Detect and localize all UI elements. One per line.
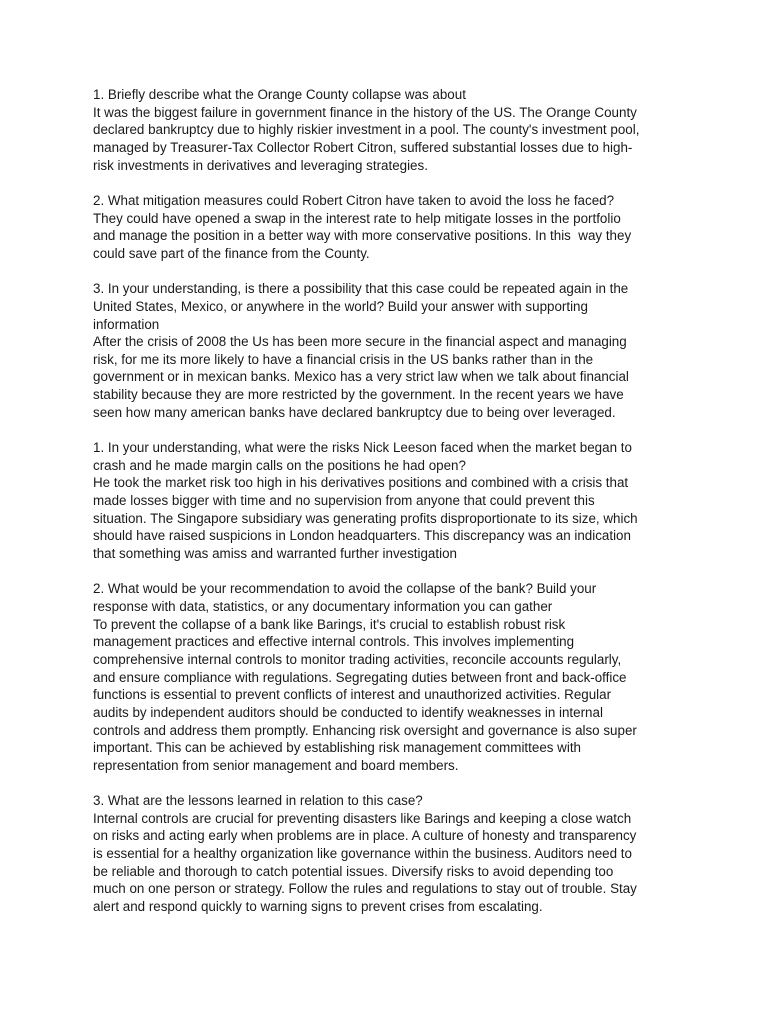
question-heading: 3. In your understanding, is there a possibility that this case could be repeated again in the (93, 281, 629, 297)
answer-line: that something was amiss and warranted further investigation (93, 546, 457, 562)
answer-line: important. This can be achieved by establishing risk management committees with (93, 740, 581, 756)
section-lessons-learned (93, 792, 693, 916)
answer-line: functions is essential to prevent conflicts of interest and unauthorized activities. Regular (93, 687, 612, 703)
answer-line: managed by Treasurer-Tax Collector Robert Citron, suffered substantial losses due to high- (93, 139, 633, 155)
question-heading: 1. In your understanding, what were the risks Nick Leeson faced when the market began to (93, 440, 632, 456)
answer-line: management practices and effective internal controls. This involves implementing (93, 634, 575, 650)
answer-line: stability because they are more restricted by the government. In the recent years we have (93, 387, 624, 403)
section-mitigation-measures (93, 192, 693, 263)
question-heading: crash and he made margin calls on the positions he had open? (93, 457, 466, 473)
answer-line: representation from senior management and board members. (93, 757, 459, 773)
answer-line: audits by independent auditors should be conducted to identify weaknesses in internal (93, 704, 603, 720)
answer-line: controls and address them promptly. Enhancing risk oversight and governance is also super (93, 722, 637, 738)
question-heading: 2. What would be your recommendation to avoid the collapse of the bank? Build your (93, 581, 597, 597)
section-nick-leeson-risks (93, 439, 693, 563)
answer-line: and manage the position in a better way with more conservative positions. In this way they (93, 228, 632, 244)
answer-line: on risks and acting early when problems are in place. A culture of honesty and transparency (93, 828, 637, 844)
answer-line: risk investments in derivatives and leveraging strategies. (93, 157, 428, 173)
answer-line: risk, for me its more likely to have a financial crisis in the US banks rather than in the (93, 351, 594, 367)
answer-line: seen how many american banks have declared bankruptcy due to being over leveraged. (93, 404, 616, 420)
answer-line: situation. The Singapore subsidiary was generating profits disproportionate to its size, which (93, 510, 638, 526)
section-bank-collapse-recommendation (93, 580, 693, 774)
answer-line: They could have opened a swap in the interest rate to help mitigate losses in the portfolio (93, 210, 621, 226)
question-heading: 1. Briefly describe what the Orange County collapse was about (93, 87, 466, 102)
answer-line: To prevent the collapse of a bank like Barings, it's crucial to establish robust risk (93, 616, 566, 632)
answer-line: is essential for a healthy organization like governance within the business. Auditors need to (93, 846, 632, 862)
answer-line: and ensure compliance with regulations. Segregating duties between front and back-office (93, 669, 627, 685)
section-orange-county-collapse (93, 86, 693, 174)
answer-line: made losses bigger with time and no supervision from anyone that could prevent this (93, 493, 595, 509)
answer-line: could save part of the finance from the County. (93, 245, 370, 261)
answer-line: alert and respond quickly to warning signs to prevent crises from escalating. (93, 899, 543, 915)
question-heading: 3. What are the lessons learned in relation to this case? (93, 793, 423, 809)
answer-line: Internal controls are crucial for preventing disasters like Barings and keeping a close watch (93, 810, 632, 826)
answer-line: declared bankruptcy due to highly riskier investment in a pool. The county's investment pool, (93, 122, 640, 138)
question-heading: response with data, statistics, or any documentary information you can gather (93, 598, 553, 614)
section-repeat-possibility (93, 280, 693, 421)
answer-line: After the crisis of 2008 the Us has been more secure in the financial aspect and managing (93, 334, 627, 350)
answer-line: be reliable and thorough to catch potential issues. Diversify risks to avoid depending too (93, 863, 614, 879)
question-heading: 2. What mitigation measures could Robert Citron have taken to avoid the loss he faced? (93, 192, 615, 208)
answer-line: much on one person or strategy. Follow the rules and regulations to stay out of trouble. Stay (93, 881, 637, 897)
question-heading: information (93, 316, 160, 332)
answer-line: It was the biggest failure in government finance in the history of the US. The Orange County (93, 104, 637, 120)
answer-line: government or in mexican banks. Mexico has a very strict law when we talk about financial (93, 369, 629, 385)
answer-line: should have raised suspicions in London headquarters. This discrepancy was an indication (93, 528, 631, 544)
question-heading: United States, Mexico, or anywhere in the world? Build your answer with supporting (93, 298, 588, 314)
document-page (93, 86, 693, 933)
answer-line: comprehensive internal controls to monitor trading activities, reconcile accounts regularly, (93, 651, 622, 667)
answer-line: He took the market risk too high in his derivatives positions and combined with a crisis that (93, 475, 629, 491)
